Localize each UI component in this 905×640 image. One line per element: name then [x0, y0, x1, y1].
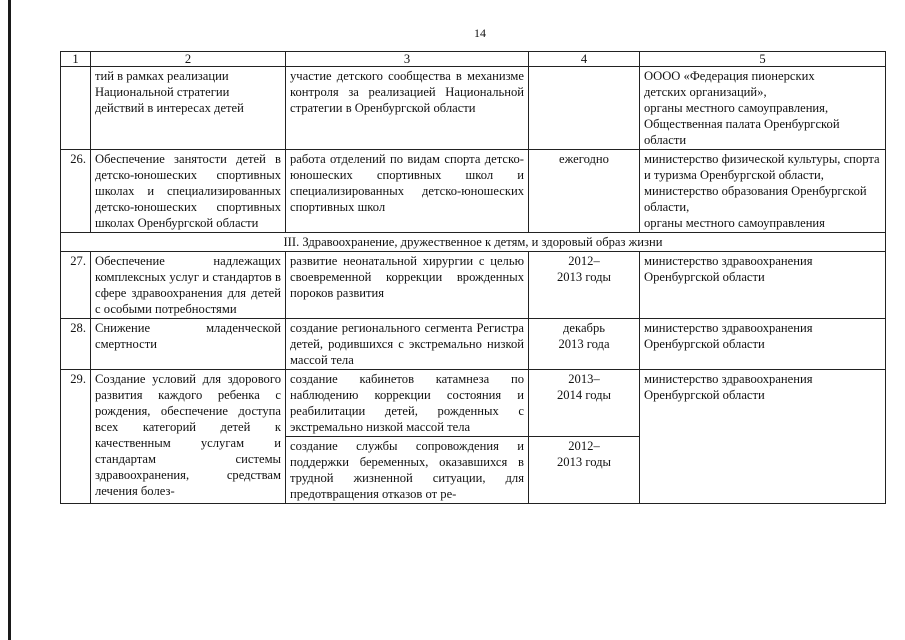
table-row — [61, 67, 886, 150]
content-cell: создание регионального сегмента Регистра детей, родившихся с экстремально низкой массой тела — [286, 319, 529, 370]
header-col-1: 1 — [61, 52, 91, 67]
page-number: 14 — [474, 26, 486, 40]
period-cell — [529, 67, 640, 150]
period-cell: ежегодно — [529, 150, 640, 233]
measure-cell: Обеспечение надлежащих комплексных услуг и стандартов в сфере здравоохранения для детей с особыми потребностями — [91, 252, 286, 319]
header-row — [61, 52, 886, 67]
measure-cell: Снижение младенческой смертности — [91, 319, 286, 370]
section-title: III. Здравоохранение, дружественное к детям, и здоровый образ жизни — [61, 233, 886, 252]
executor-cell: министерство здравоохранения Оренбургской области — [640, 370, 886, 504]
executor-cell: министерство физической культуры, спорта и туризма Оренбургской области, министерство образования Оренбургской области, органы местного самоуправления — [640, 150, 886, 233]
content-cell: развитие неонатальной хирургии с целью своевременной коррекции врожденных пороков развития — [286, 252, 529, 319]
content-cell: работа отделений по видам спорта детско-юношеских спортивных школ и специализированных детско-юношеских спортивных школ — [286, 150, 529, 233]
section-row — [61, 233, 886, 252]
measure-cell: тий в рамках реализации Национальной стратегии действий в интересах детей — [91, 67, 286, 150]
executor-cell: министерство здравоохранения Оренбургской области — [640, 319, 886, 370]
row-number: 27. — [61, 252, 91, 319]
table-row — [61, 252, 886, 319]
period-cell: 2012– 2013 годы — [529, 437, 640, 504]
period-cell: 2012– 2013 годы — [529, 252, 640, 319]
period-cell: декабрь 2013 года — [529, 319, 640, 370]
row-number: 26. — [61, 150, 91, 233]
row-number — [61, 67, 91, 150]
period-cell: 2013– 2014 годы — [529, 370, 640, 437]
binding-edge-line — [8, 0, 11, 640]
content-cell: создание кабинетов катамнеза по наблюдению коррекции состояния и реабилитации детей, рожденных с экстремально низкой массой тела — [286, 370, 529, 437]
table-row — [61, 319, 886, 370]
row-number: 29. — [61, 370, 91, 504]
content-cell: создание службы сопровождения и поддержки беременных, оказавшихся в трудной жизненной ситуации, для предотвращения отказов от ре- — [286, 437, 529, 504]
header-col-2: 2 — [91, 52, 286, 67]
measure-cell: Создание условий для здорового развития каждого ребенка с рождения, обеспечение доступа всех категорий детей к качественным услугам и стандартам системы здравоохранения, средствам лечения болез- — [91, 370, 286, 504]
executor-cell: министерство здравоохранения Оренбургской области — [640, 252, 886, 319]
row-number: 28. — [61, 319, 91, 370]
measure-cell: Обеспечение занятости детей в детско-юношеских спортивных школах и специализированных детско-юношеских спортивных школах Оренбургской области — [91, 150, 286, 233]
header-col-4: 4 — [529, 52, 640, 67]
header-col-3: 3 — [286, 52, 529, 67]
content-cell: участие детского сообщества в механизме контроля за реализацией Национальной стратегии в Оренбургской области — [286, 67, 529, 150]
table-row — [61, 150, 886, 233]
table-row — [61, 370, 886, 437]
action-plan-table — [60, 51, 886, 504]
header-col-5: 5 — [640, 52, 886, 67]
executor-cell: ОООО «Федерация пионерских детских организаций», органы местного самоуправления, Общественная палата Оренбургской области — [640, 67, 886, 150]
